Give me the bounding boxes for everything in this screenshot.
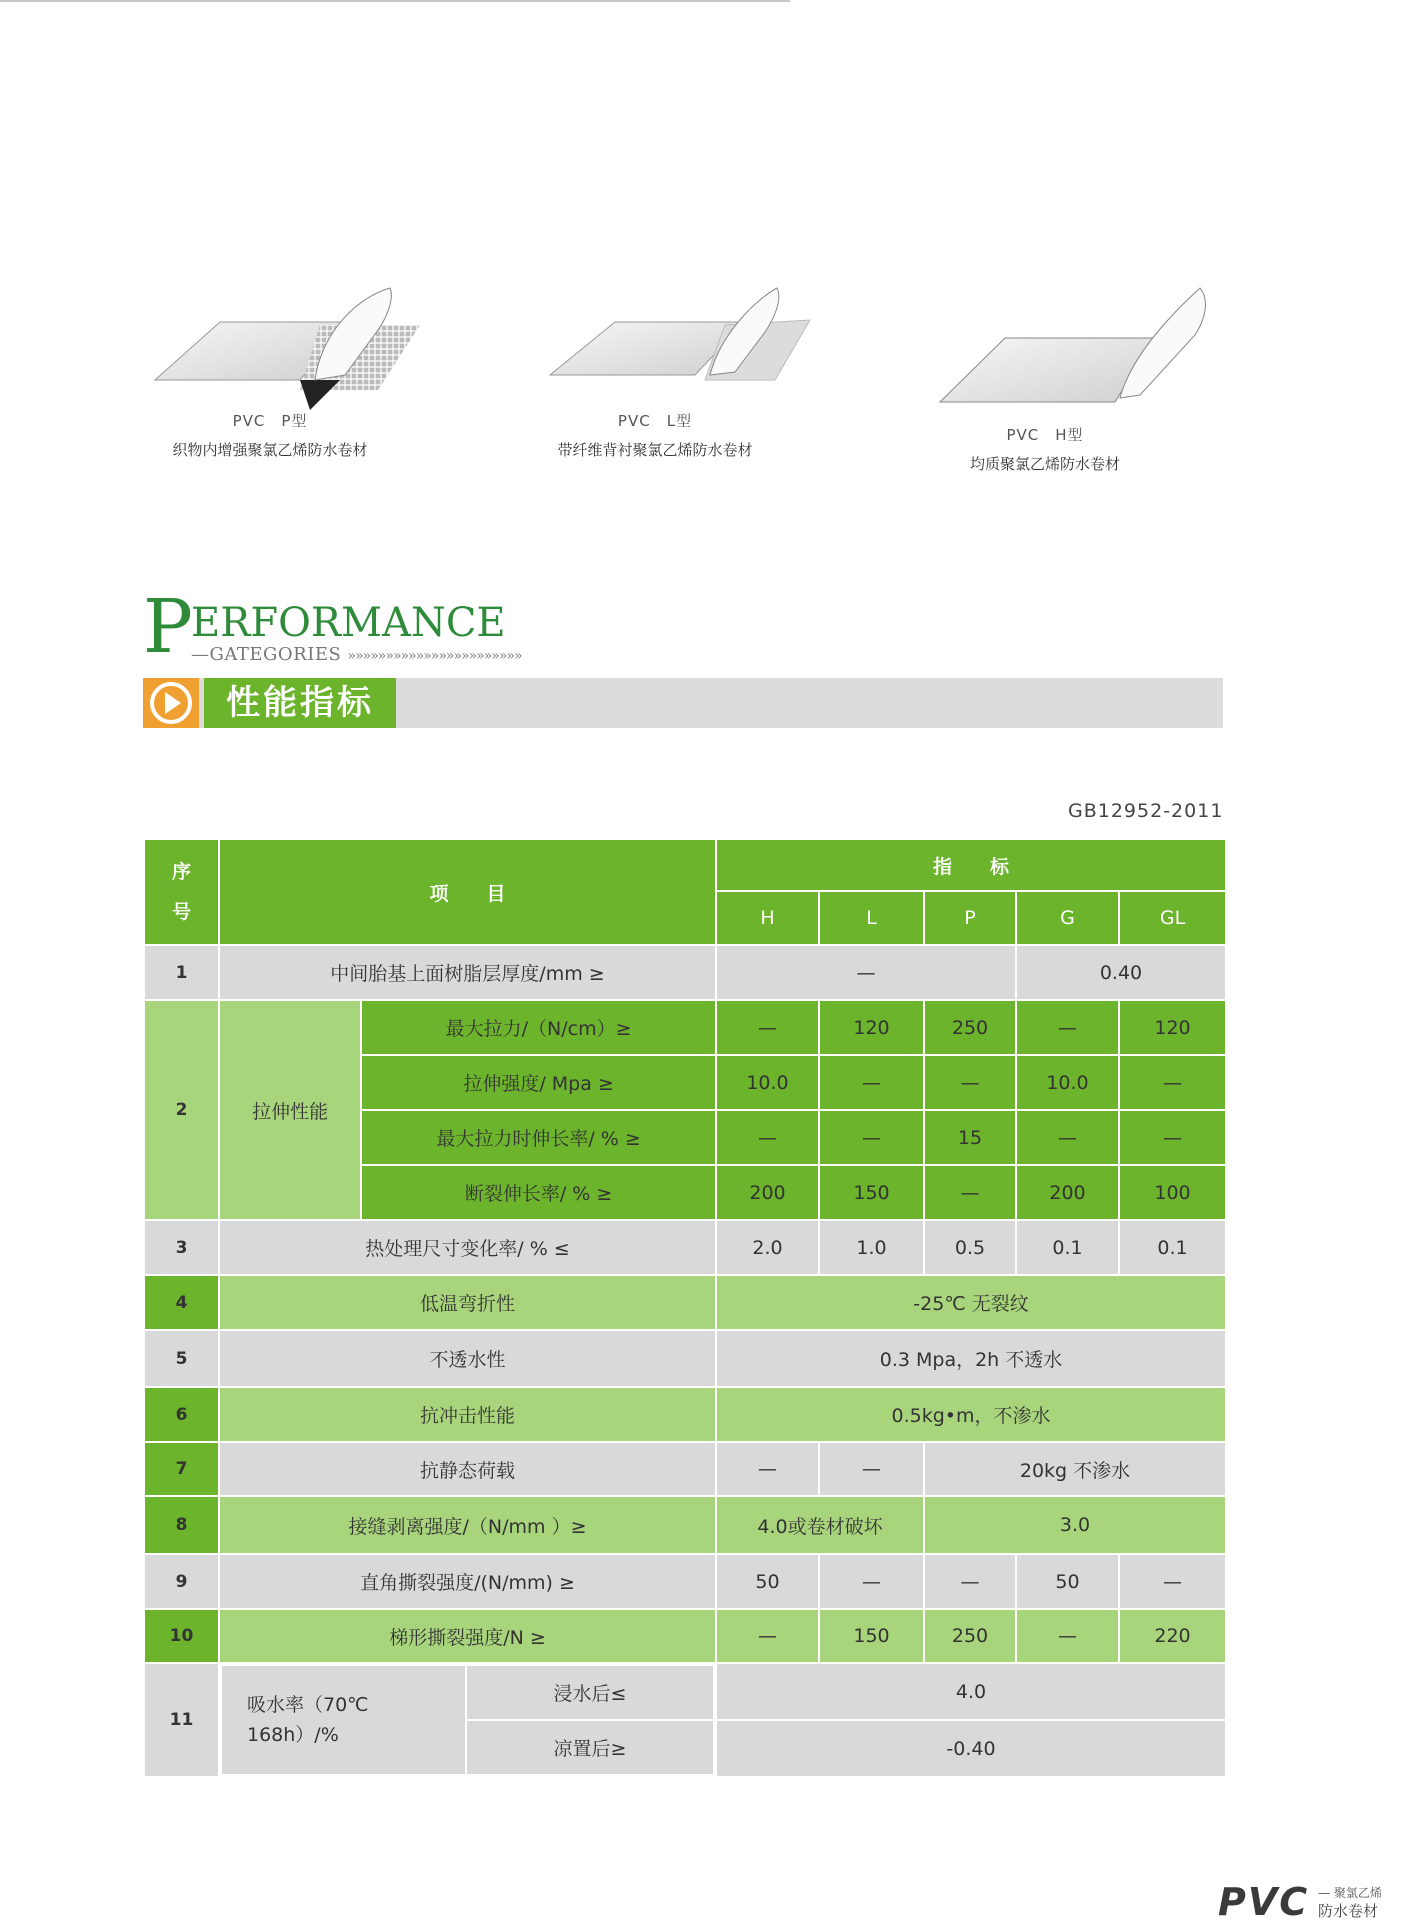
header-type-gl: GL: [1119, 891, 1226, 945]
row-item: 拉伸强度/ Mpa ≥: [361, 1055, 716, 1110]
water-absorption-subtable: [220, 1664, 715, 1776]
cell-value: —: [819, 1554, 924, 1609]
product-code: PVC P型: [232, 412, 308, 430]
product-caption-h: [945, 424, 1145, 474]
row-index: 10: [144, 1609, 219, 1663]
cell-value: 120: [1119, 1000, 1226, 1055]
product-description: 均质聚氯乙烯防水卷材: [969, 455, 1120, 473]
row-index: 8: [144, 1496, 219, 1554]
cell-value: —: [716, 1000, 819, 1055]
cell-value: 0.5: [924, 1220, 1016, 1275]
header-type-g: G: [1016, 891, 1119, 945]
header-type-h: H: [716, 891, 819, 945]
row-item: 直角撕裂强度/(N/mm) ≥: [219, 1554, 716, 1609]
cell-value: 50: [1016, 1554, 1119, 1609]
cell-value: 200: [1016, 1165, 1119, 1220]
table-row: [144, 1387, 1226, 1442]
spec-table: [143, 838, 1227, 1778]
header-index: [144, 839, 219, 945]
product-illustration-l: [545, 280, 825, 390]
row-item: 抗静态荷载: [219, 1442, 716, 1496]
table-row: [144, 1554, 1226, 1609]
table-row: [144, 1609, 1226, 1663]
cell-value: —: [1119, 1554, 1226, 1609]
header-index-1: 序: [171, 861, 191, 883]
table-row: [144, 1330, 1226, 1387]
row-value: —: [716, 945, 1016, 1000]
row-value: 4.0或卷材破坏: [716, 1496, 924, 1554]
heading-subtitle: [191, 644, 522, 665]
cell-value: 250: [924, 1609, 1016, 1663]
row-item: 吸水率（70℃ 168h）/%: [221, 1665, 466, 1775]
table-row: [144, 1663, 1226, 1720]
subtitle-text: —GATEGORIES: [191, 644, 342, 665]
table-row: [144, 1000, 1226, 1055]
row-group: 拉伸性能: [219, 1000, 361, 1220]
row-item: 中间胎基上面树脂层厚度/mm ≥: [219, 945, 716, 1000]
table-row: [144, 1275, 1226, 1330]
header-index-2: 号: [171, 901, 191, 923]
row-item: 断裂伸长率/ % ≥: [361, 1165, 716, 1220]
heading-initial: P: [143, 584, 193, 670]
product-code: PVC H型: [1006, 426, 1084, 444]
cell-value: 150: [819, 1165, 924, 1220]
row-subitem: 浸水后≤: [466, 1665, 714, 1720]
logo-line-2: 防水卷材: [1318, 1902, 1379, 1920]
heading-text: ERFORMANCE: [191, 600, 506, 646]
cell-value: 100: [1119, 1165, 1226, 1220]
table-row: [144, 1220, 1226, 1275]
row-index: 6: [144, 1387, 219, 1442]
product-caption-l: [545, 410, 765, 460]
header-indicator: 指 标: [716, 839, 1226, 891]
row-index: 2: [144, 1000, 219, 1220]
cell-value: —: [716, 1609, 819, 1663]
product-caption-p: [150, 410, 390, 460]
product-code: PVC L型: [617, 412, 693, 430]
table-row: [144, 1496, 1226, 1554]
row-item: 不透水性: [219, 1330, 716, 1387]
cell-value: —: [924, 1055, 1016, 1110]
cell-value: —: [1016, 1609, 1119, 1663]
cell-value: —: [1119, 1055, 1226, 1110]
cell-value: —: [819, 1442, 924, 1496]
top-rule: [0, 0, 790, 2]
cell-value: —: [924, 1165, 1016, 1220]
header-item: 项 目: [219, 839, 716, 945]
product-description: 带纤维背衬聚氯乙烯防水卷材: [557, 441, 753, 459]
row-value: -0.40: [716, 1720, 1226, 1777]
row-item: 最大拉力/（N/cm）≥: [361, 1000, 716, 1055]
product-illustration-p: [150, 280, 430, 410]
row-index: 7: [144, 1442, 219, 1496]
product-description: 织物内增强聚氯乙烯防水卷材: [172, 441, 368, 459]
cell-value: 0.1: [1016, 1220, 1119, 1275]
table-row: [144, 1442, 1226, 1496]
header-type-l: L: [819, 891, 924, 945]
cell-value: —: [819, 1055, 924, 1110]
cell-value: 0.1: [1119, 1220, 1226, 1275]
cell-value: 200: [716, 1165, 819, 1220]
cell-value: —: [716, 1110, 819, 1165]
row-item: 热处理尺寸变化率/ % ≤: [219, 1220, 716, 1275]
cell-value: 50: [716, 1554, 819, 1609]
cell-value: —: [1119, 1110, 1226, 1165]
row-item: 抗冲击性能: [219, 1387, 716, 1442]
row-value: 0.3 Mpa，2h 不透水: [716, 1330, 1226, 1387]
cell-value: —: [924, 1554, 1016, 1609]
row-item: 最大拉力时伸长率/ % ≥: [361, 1110, 716, 1165]
table-row: [144, 945, 1226, 1000]
row-subitem: 凉置后≥: [466, 1720, 714, 1775]
product-illustration-h: [935, 280, 1225, 410]
cell-value: —: [819, 1110, 924, 1165]
header-type-p: P: [924, 891, 1016, 945]
row-value: 4.0: [716, 1663, 1226, 1720]
standard-number: GB12952-2011: [1068, 800, 1224, 822]
subtitle-arrows: »»»»»»»»»»»»»»»»»»»»»»»: [347, 648, 522, 664]
cell-value: —: [1016, 1110, 1119, 1165]
logo-mark: PVC: [1218, 1880, 1310, 1924]
cell-value: —: [1016, 1000, 1119, 1055]
cell-value: 150: [819, 1609, 924, 1663]
row-index: 5: [144, 1330, 219, 1387]
row-index: 3: [144, 1220, 219, 1275]
play-icon: [143, 678, 199, 728]
cell-value: 10.0: [1016, 1055, 1119, 1110]
cell-value: —: [716, 1442, 819, 1496]
row-item: 低温弯折性: [219, 1275, 716, 1330]
cell-value: 1.0: [819, 1220, 924, 1275]
row-item: 接缝剥离强度/（N/mm ）≥: [219, 1496, 716, 1554]
row-value: 20kg 不渗水: [924, 1442, 1226, 1496]
section-title: 性能指标: [204, 678, 396, 728]
cell-value: 120: [819, 1000, 924, 1055]
row-index: 11: [144, 1663, 219, 1777]
cell-value: 250: [924, 1000, 1016, 1055]
row-item-group: [219, 1663, 716, 1777]
cell-value: 2.0: [716, 1220, 819, 1275]
row-value: -25℃ 无裂纹: [716, 1275, 1226, 1330]
cell-value: 15: [924, 1110, 1016, 1165]
row-item: 梯形撕裂强度/N ≥: [219, 1609, 716, 1663]
row-value: 3.0: [924, 1496, 1226, 1554]
row-index: 1: [144, 945, 219, 1000]
logo-line-1: — 聚氯乙烯: [1318, 1886, 1382, 1900]
row-index: 4: [144, 1275, 219, 1330]
row-value: 0.40: [1016, 945, 1226, 1000]
cell-value: 10.0: [716, 1055, 819, 1110]
row-value: 0.5kg•m，不渗水: [716, 1387, 1226, 1442]
cell-value: 220: [1119, 1609, 1226, 1663]
row-index: 9: [144, 1554, 219, 1609]
